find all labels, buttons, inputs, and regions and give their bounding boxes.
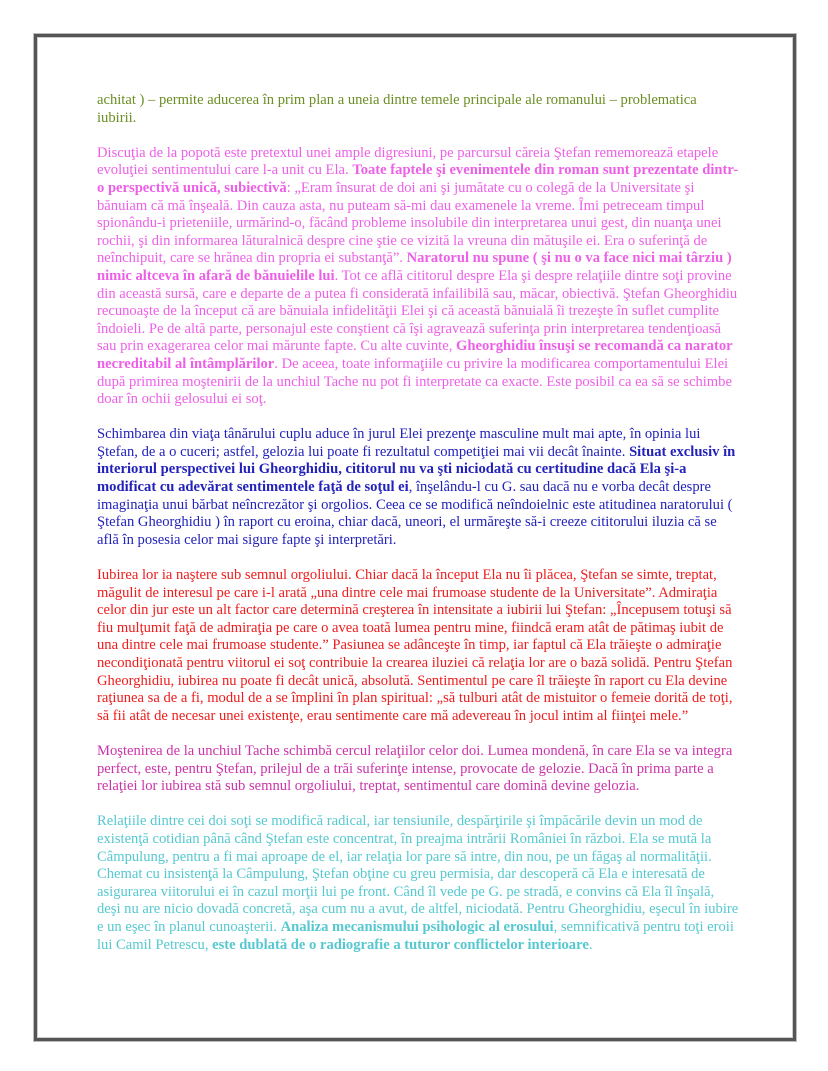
text: , semnificativă pentru toţi eroii lui Camil Petrescu, (97, 918, 734, 953)
text: . (588, 936, 593, 953)
emphasis: Situat exclusiv în interiorul perspectivei lui Gheorghidiu, cititorul nu va şti niciodată cu certitudine dacă Ela şi-a modificat cu adevărat sentimentele faţă de soţul ei (97, 443, 736, 496)
paragraph-love-origin (97, 567, 739, 725)
emphasis: este dublată de o radiografie a tuturor conflictelor interioare (212, 936, 589, 953)
text: Moştenirea de la unchiul Tache schimbă cercul relaţiilor celor doi. Lumea mondenă, în care Ela se va integra perfect, este, pentru Ştefan, prilejul de a trăi suferinţe intense, provocate de gelozie. Dacă în prima parte a relaţiei lor iubirea stă sub semnul orgoliului, treptat, sentimentul care domină devine gelozia. (97, 742, 733, 795)
text: Iubirea lor ia naştere sub semnul orgoliului. Chiar dacă la început Ela nu îi plăcea, Ştefan se simte, treptat, măgulit de interesul pe care i-l arată „una dintre cele mai frumoase studente de la Universitate”. Admiraţia celor din jur este un alt factor care determină creşterea în intensitate a iubirii lui Ştefan: „Începusem totuşi să fiu mulţumit faţă de admiraţia pe care o avea toată lumea pentru mine, fiindcă eram atât de pătimaş iubit de una dintre cele mai frumoase studente.” Pasiunea se adânceşte în timp, iar faptul că Ela trăieşte o admiraţie necondiţionată pentru viitorul ei soţ contribuie la crearea iluziei că relaţia lor are o bază solidă. Pentru Ştefan Gheorghidiu, iubirea nu poate fi decât unică, absolută. Sentimentul pe care îl trăieşte în raport cu Ela devine raţiunea sa de a fi, modul de a se împlini în plan spiritual: „să tulburi atât de mistuitor o femeie dorită de toţi, să fii atât de necesar unei existenţe, erau sentimente care mă adevereau în jocul intim al fiinţei mele.” (97, 567, 733, 724)
text: , înşelându-l cu G. sau dacă nu e vorba decât despre imaginaţia unui bărbat neîncrezător şi orgolios. Ceea ce se modifică neîndoielnic este atitudinea naratorului ( Ştefan Gheorghidiu ) în raport cu eroina, chiar dacă, uneori, el urmăreşte să-i creeze cititorului iluzia că se află în posesia celor mai sigure fapte şi interpretări. (97, 479, 733, 548)
emphasis: Toate faptele şi evenimentele din roman sunt prezentate dintr-o perspectivă unică, subiectivă (97, 162, 739, 196)
paragraph-intro-ending (97, 92, 739, 127)
document-body (97, 92, 739, 972)
emphasis: Naratorul nu spune ( şi nu o va face nici mai târziu ) nimic altceva în afară de bănuielile lui (97, 250, 732, 284)
text: Relaţiile dintre cei doi soţi se modifică radical, iar tensiunile, despărţirile şi împăcările devin un mod de existenţă cotidian până când Ştefan este concentrat, în preajma intrării României în război. Ela se mută la Câmpulung, pentru a fi mai aproape de el, iar relaţia lor pare să intre, din nou, pe un făgaş al normalităţii. Chemat cu insistenţă la Câmpulung, Ştefan obţine cu greu permisia, dar descoperă că Ela e interesată de asigurarea viitorului ei în cazul morţii lui pe front. Când îl vede pe G. pe stradă, e convins că Ela îl înşală, deşi nu are nicio dovadă concretă, aşa cum nu a avut, de altfel, niciodată. Pentru Gheorghidiu, eşecul în iubire e un eşec în planul cunoaşterii. (97, 813, 739, 935)
paragraph-narrative-perspective (97, 145, 739, 409)
emphasis: Analiza mecanismului psihologic al erosului (280, 918, 554, 935)
paragraph-inheritance (97, 743, 739, 796)
emphasis: Gheorghidiu însuşi se recomandă ca narator necreditabil al întâmplărilor (97, 338, 733, 372)
text: . Tot ce află cititorul despre Ela şi despre relaţiile dintre soţi provine din această sursă, care e departe de a putea fi considerată infailibilă sau, măcar, obiectivă. Ştefan Gheorghidiu recunoaşte de la început că are bănuiala infidelităţii Elei şi că această bănuială îi trezeşte în suflet cumplite îndoieli. Pe de altă parte, personajul este conştient că îşi agravează suferinţa prin interpretarea tendenţioasă sau prin exagerarea celor mai mărunte fapte. Cu alte cuvinte, (97, 267, 738, 355)
text: Discuţia de la popotă este pretextul unei ample digresiuni, pe parcursul căreia Ştefan rememorează etapele evoluţiei sentimentului care l-a unit cu Ela. (97, 144, 719, 179)
text: achitat ) – permite aducerea în prim plan a uneia dintre temele principale ale romanului – problematica iubirii. (97, 92, 697, 126)
text: Schimbarea din viaţa tânărului cuplu aduce în jurul Elei prezenţe masculine mult mai apte, în opinia lui Ştefan, de a o cuceri; astfel, gelozia lui poate fi rezultatul competiţiei mai vii decât înainte. (97, 426, 701, 460)
paragraph-change (97, 426, 739, 549)
text: : „Eram însurat de doi ani şi jumătate cu o colegă de la Universitate şi bănuiam că mă înşeală. Din cauza asta, nu puteam să-mi dau examenele la vreme. Îmi petreceam timpul spionându-i prieteniile, urmărind-o, făcând probleme insolubile din interpretarea unui gest, din nuanţa unei rochii, şi din informarea lăturalnică despre cine ştie ce vizită la vreuna din mătuşile ei. Era o suferinţă de neînchipuit, care se hrănea din propria ei substanţă”. (97, 179, 722, 267)
paragraph-relations (97, 813, 739, 954)
text: . De aceea, toate informaţiile cu privire la modificarea comportamentului Elei după primirea moştenirii de la unchiul Tache nu pot fi interpretate ca exacte. Este posibil ca ea să se schimbe doar în ochii gelosului ei soţ. (97, 355, 732, 408)
